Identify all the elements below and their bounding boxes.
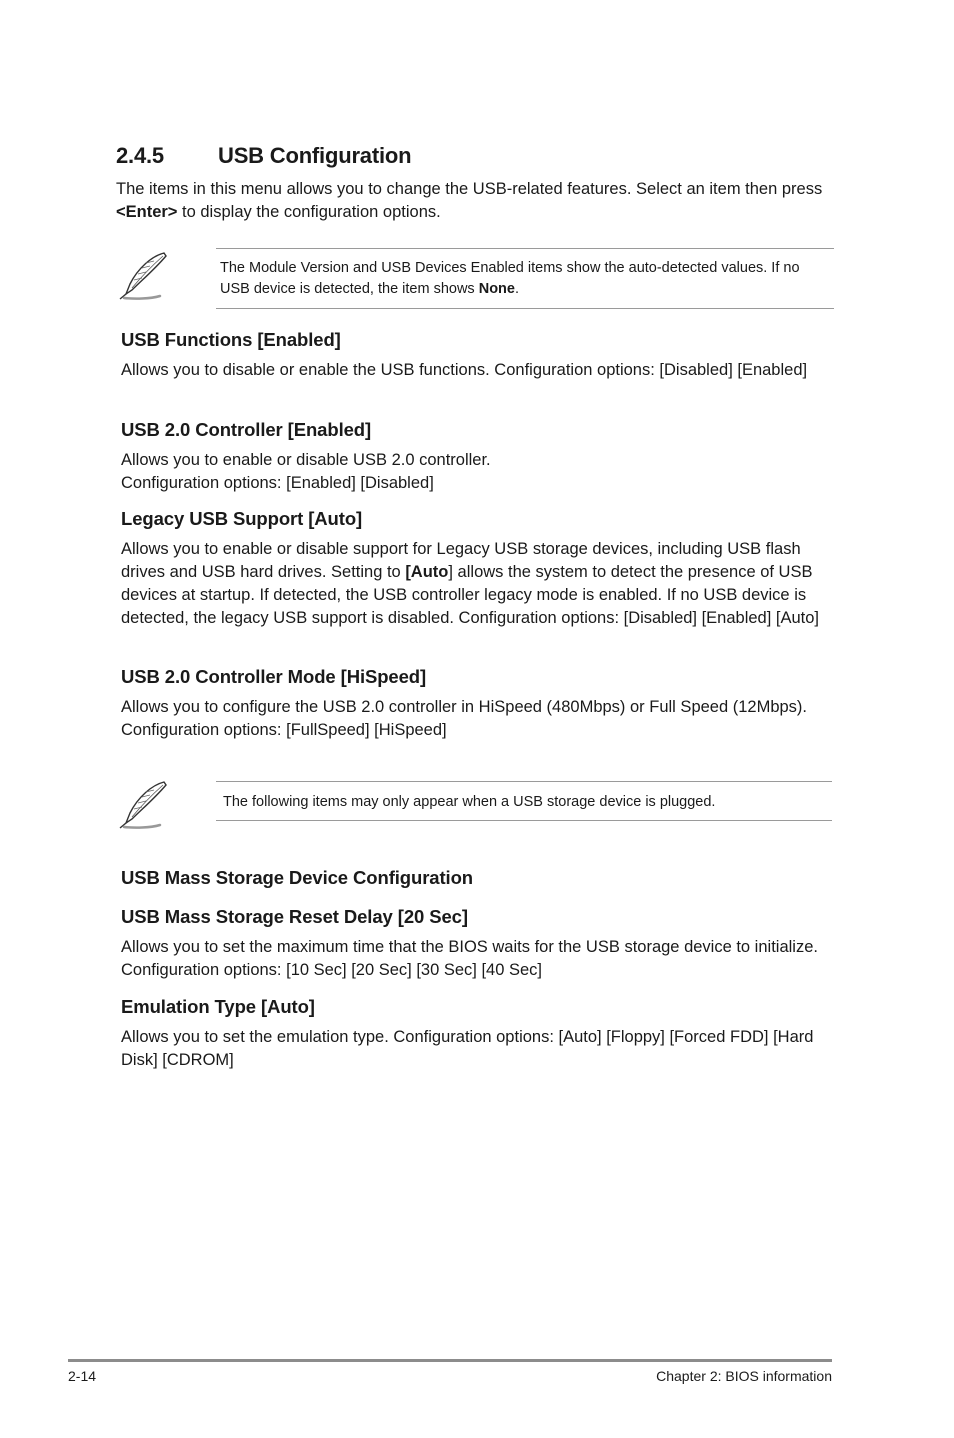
heading-usb20-controller: USB 2.0 Controller [Enabled] (121, 419, 372, 440)
body-text: Allows you to enable or disable support for Legacy USB storage devices, including USB flash drives and USB hard drives. Setting to (121, 540, 801, 581)
body-reset-delay: Allows you to set the maximum time that the BIOS waits for the USB storage device to initialize. Configuration options: [10 Sec] [20 Sec] [30 Sec] [40 Sec] (121, 938, 818, 979)
pen-note-icon (116, 250, 174, 302)
body-usb20-mode: Allows you to configure the USB 2.0 controller in HiSpeed (480Mbps) or Full Speed (12Mbps). Configuration options: [FullSpeed] [HiSpeed] (121, 698, 808, 739)
note-top-rule (216, 781, 832, 782)
note-bottom-rule (216, 308, 834, 309)
body-text-end: ] allows the system to detect the presence of USB devices at startup. If detected, the USB controller legacy mode is enabled. If no USB device is detected, the legacy USB support is disabled. Configuration options: [Disabled] [Enabled] [Auto] (121, 563, 820, 627)
body-line: Allows you to enable or disable USB 2.0 controller. (121, 451, 491, 469)
body-emulation-type: Allows you to set the emulation type. Configuration options: [Auto] [Floppy] [Forced FDD] [Hard Disk] [CDROM] (121, 1028, 814, 1069)
footer-rule (68, 1359, 832, 1362)
note-text-main: The Module Version and USB Devices Enabled items show the auto-detected values. If no USB device is detected, the item shows (220, 260, 800, 297)
heading-legacy-usb: Legacy USB Support [Auto] (121, 508, 363, 529)
pen-note-icon (116, 779, 174, 831)
section-title-text: USB Configuration (218, 143, 412, 168)
intro-text: The items in this menu allows you to change the USB-related features. Select an item then press (116, 180, 823, 198)
note-box (116, 246, 834, 310)
intro-paragraph (116, 178, 836, 224)
section-title (116, 143, 411, 169)
heading-usb20-mode: USB 2.0 Controller Mode [HiSpeed] (121, 666, 427, 687)
intro-text-end: to display the configuration options. (177, 203, 441, 221)
body-usb-functions: Allows you to disable or enable the USB functions. Configuration options: [Disabled] [Enabled] (121, 361, 808, 379)
heading-usb-functions: USB Functions [Enabled] (121, 329, 341, 350)
heading-reset-delay: USB Mass Storage Reset Delay [20 Sec] (121, 906, 468, 927)
section-number: 2.4.5 (116, 143, 164, 168)
body-legacy-usb (121, 538, 833, 630)
note-text-end: . (514, 281, 519, 297)
body-line: Configuration options: [Enabled] [Disabled] (121, 474, 434, 492)
note-box-2 (116, 779, 832, 831)
body-usb20-controller (121, 449, 833, 495)
note-bottom-rule (216, 820, 832, 821)
note-top-rule (216, 248, 834, 249)
page-number: 2-14 (68, 1368, 97, 1384)
note-text (220, 258, 828, 300)
heading-emulation-type: Emulation Type [Auto] (121, 996, 315, 1017)
body-bold-auto: [Auto (405, 563, 449, 581)
note-text: The following items may only appear when a USB storage device is plugged. (223, 794, 716, 810)
enter-key-text: <Enter> (116, 203, 178, 221)
chapter-label: Chapter 2: BIOS information (656, 1368, 832, 1384)
heading-mass-storage-config: USB Mass Storage Device Configuration (121, 867, 473, 888)
note-bold-none: None (478, 281, 515, 297)
